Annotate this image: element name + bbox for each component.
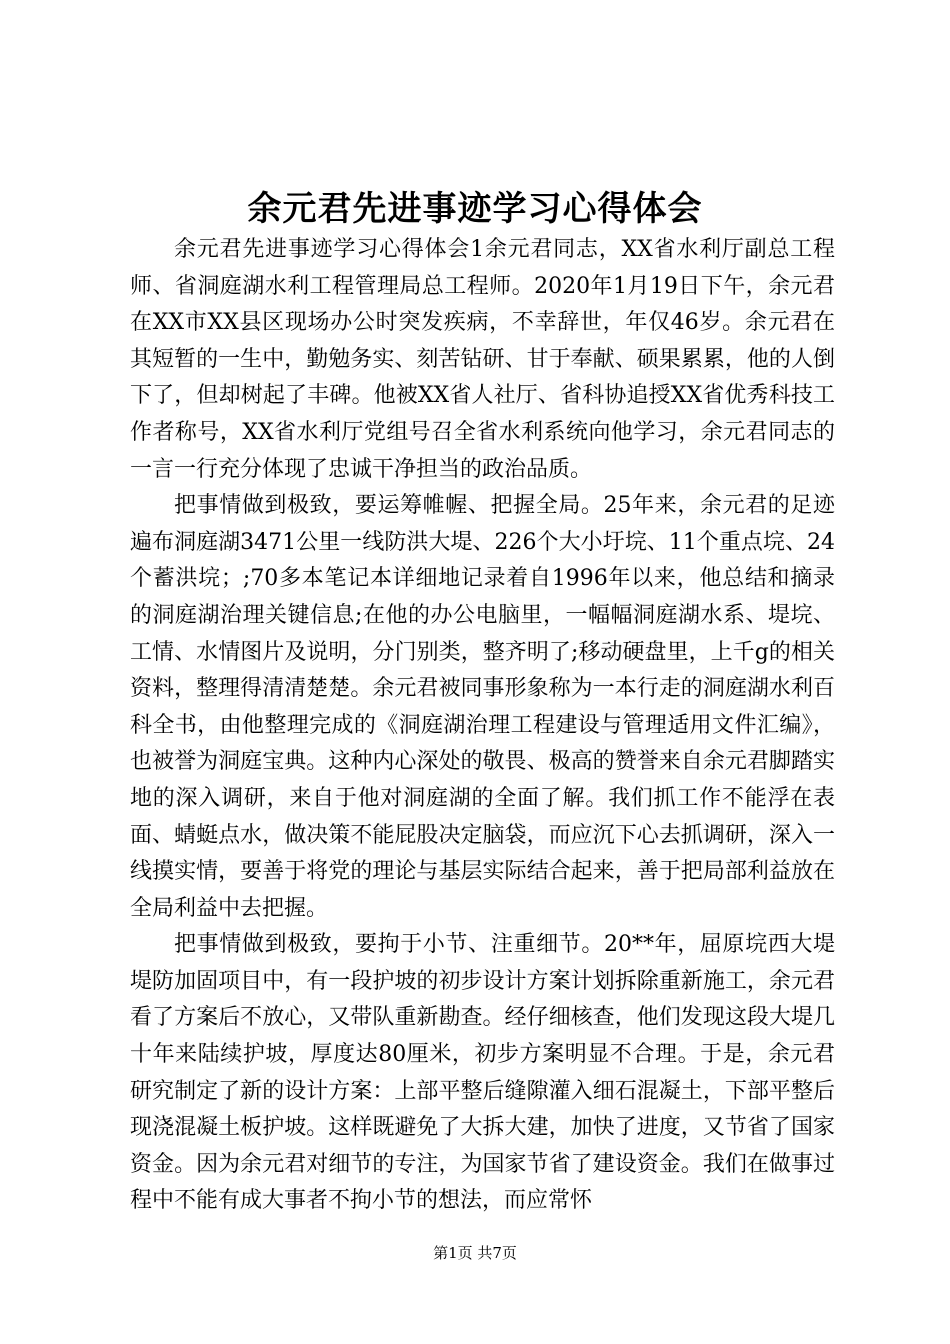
paragraph: 把事情做到极致，要拘于小节、注重细节。20**年，屈原垸西大堤堤防加固项目中，有一段护坡的初步设计方案计划拆除重新施工，余元君看了方案后不放心，又带队重新勘查。经仔细核查，他们发现这段大堤几十年来陆续护坡，厚度达80厘米，初步方案明显不合理。于是，余元君研究制定了新的设计方案：上部平整后缝隙灌入细石混凝土，下部平整后现浇混凝土板护坡。这样既避免了大拆大建，加快了进度，又节省了国家资金。因为余元君对细节的专注，为国家节省了建设资金。我们在做事过程中不能有成大事者不拘小节的想法，而应常怀 (130, 932, 835, 1214)
document-title: 余元君先进事迹学习心得体会 (247, 189, 703, 229)
page-footer: 第1页 共7页 (433, 1244, 517, 1262)
paragraph: 把事情做到极致，要运筹帷幄、把握全局。25年来，余元君的足迹遍布洞庭湖3471公里一线防洪大堤、226个大小圩垸、11个重点垸、24个蓄洪垸；;70多本笔记本详细地记录着自1996年以来，他总结和摘录的洞庭湖治理关键信息;在他的办公电脑里，一幅幅洞庭湖水系、堤垸、工情、水情图片及说明，分门别类，整齐明了;移动硬盘里，上千g的相关资料，整理得清清楚楚。余元君被同事形象称为一本行走的洞庭湖水利百科全书，由他整理完成的《洞庭湖治理工程建设与管理适用文件汇编》，也被誉为洞庭宝典。这种内心深处的敬畏、极高的赞誉来自余元君脚踏实地的深入调研，来自于他对洞庭湖的全面了解。我们抓工作不能浮在表面、蜻蜓点水，做决策不能屁股决定脑袋，而应沉下心去抓调研，深入一线摸实情，要善于将党的理论与基层实际结合起来，善于把局部利益放在全局利益中去把握。 (130, 493, 835, 921)
paragraph: 余元君先进事迹学习心得体会1余元君同志，XX省水利厅副总工程师、省洞庭湖水利工程管理局总工程师。2020年1月19日下午，余元君在XX市XX县区现场办公时突发疾病，不幸辞世，年仅46岁。余元君在其短暂的一生中，勤勉务实、刻苦钻研、甘于奉献、硕果累累，他的人倒下了，但却树起了丰碑。他被XX省人社厅、省科协追授XX省优秀科技工作者称号，XX省水利厅党组号召全省水利系统向他学习，余元君同志的一言一行充分体现了忠诚干净担当的政治品质。 (130, 237, 835, 482)
document-body (130, 232, 835, 1220)
